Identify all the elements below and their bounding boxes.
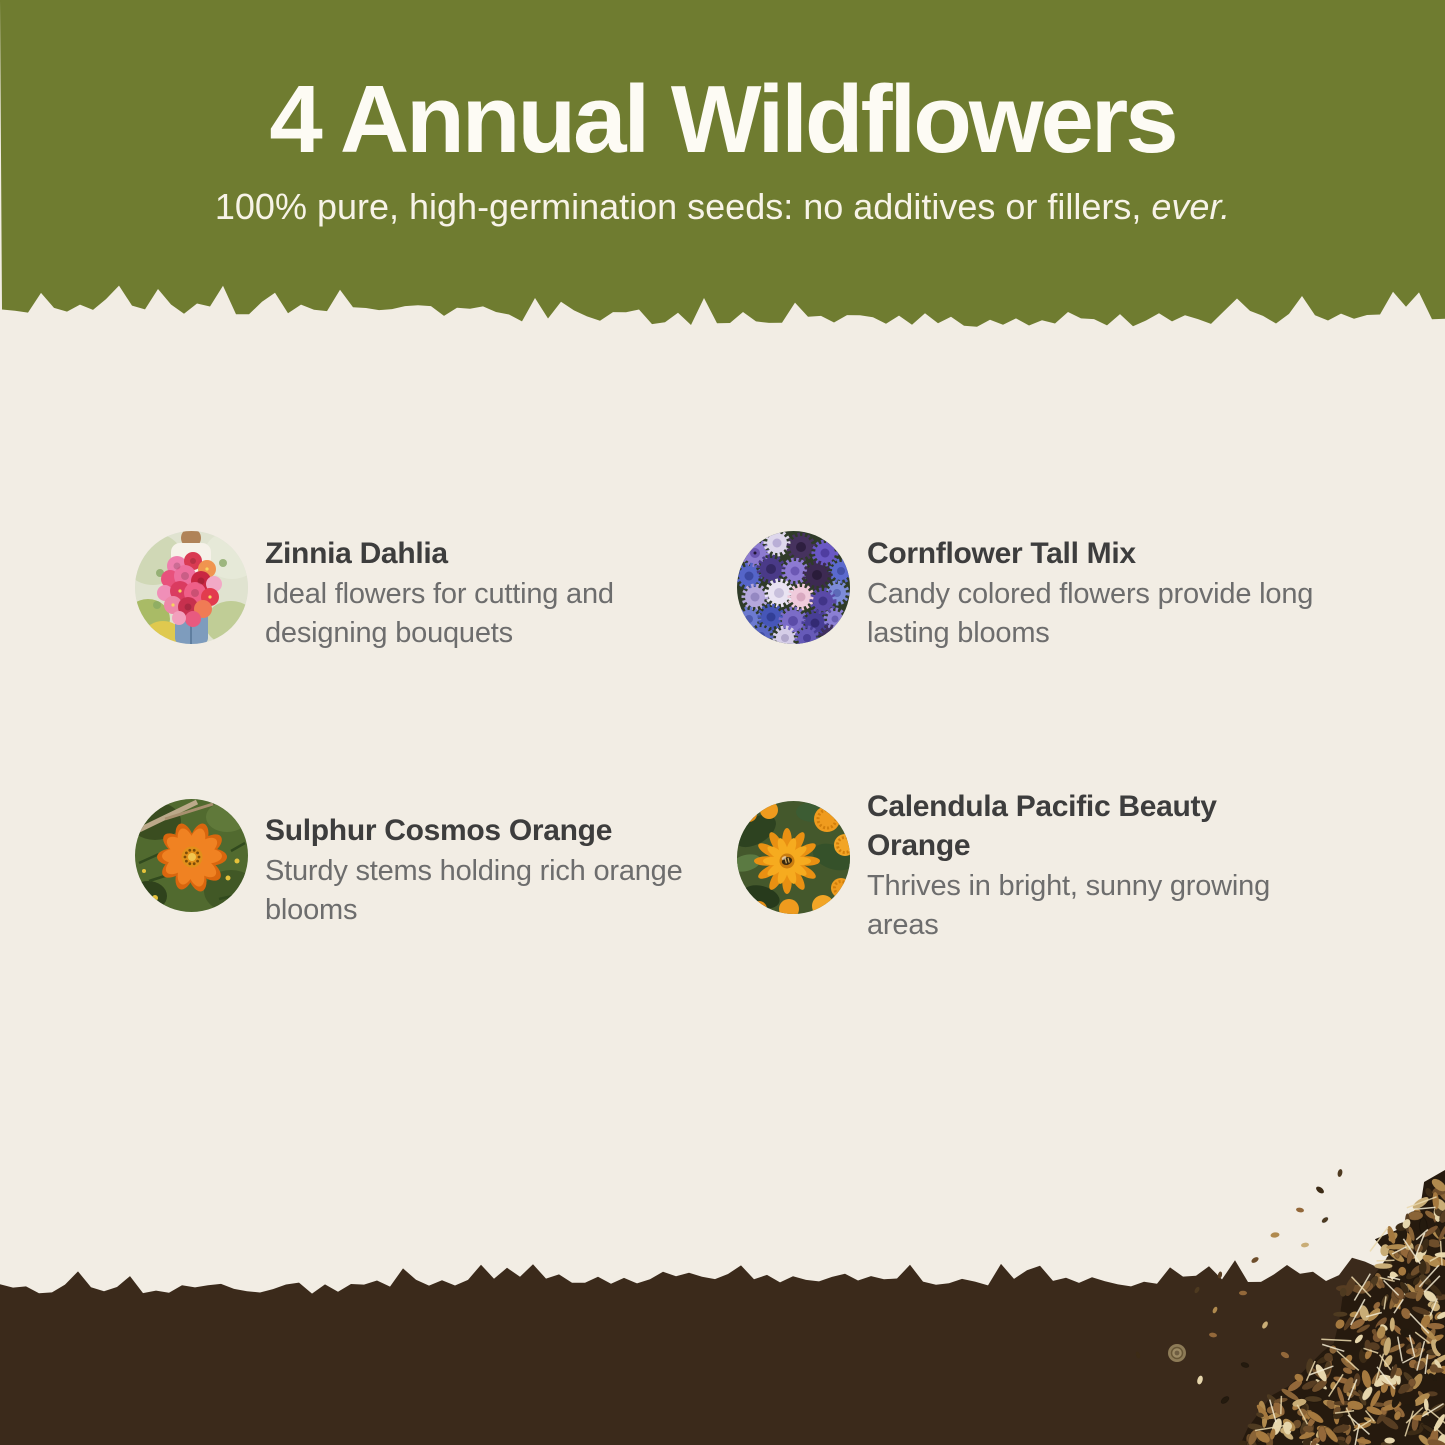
- zinnia-dahlia-photo-art: [135, 531, 248, 644]
- item-text: [265, 811, 717, 930]
- item-text: [265, 534, 717, 653]
- subtitle-emphasis: ever.: [1151, 185, 1231, 227]
- wildflower-item-calendula-pacific-beauty-orange: [737, 787, 1357, 945]
- wildflower-item-zinnia-dahlia: [135, 529, 755, 653]
- flower-description: Candy colored flowers provide long lasting blooms: [867, 578, 1314, 649]
- item-text: [867, 534, 1319, 653]
- flower-description: Ideal flowers for cutting and designing bouquets: [265, 578, 614, 649]
- sulphur-cosmos-photo-art: [135, 799, 248, 912]
- flower-name: Calendula Pacific Beauty Orange: [867, 790, 1217, 862]
- wildflower-seed-mix-pile: [1115, 1115, 1445, 1445]
- flower-description: Thrives in bright, sunny growing areas: [867, 870, 1271, 941]
- wildflower-item-sulphur-cosmos-orange: [135, 787, 755, 930]
- header-banner: [0, 0, 1445, 228]
- subtitle-text: 100% pure, high-germination seeds: no additives or fillers,: [214, 185, 1142, 227]
- page-subtitle: [0, 185, 1445, 228]
- flower-description: Sturdy stems holding rich orange blooms: [265, 855, 683, 926]
- page-title: 4 Annual Wildflowers: [269, 66, 1176, 173]
- flower-name: Cornflower Tall Mix: [867, 537, 1136, 570]
- cornflower-photo-art: [737, 531, 850, 644]
- cornflower-blossoms: [738, 532, 851, 645]
- calendula-pacific-beauty-orange-photo: [737, 801, 850, 914]
- item-text: [867, 787, 1319, 945]
- sulphur-cosmos-orange-photo: [135, 799, 248, 912]
- zinnia-dahlia-bouquet-photo: [135, 531, 248, 644]
- calendula-photo-art: [737, 801, 850, 914]
- flower-name: Sulphur Cosmos Orange: [265, 814, 613, 847]
- cornflower-tall-mix-photo: [737, 531, 850, 644]
- flower-name: Zinnia Dahlia: [265, 537, 448, 570]
- wildflower-item-cornflower-tall-mix: [737, 529, 1357, 653]
